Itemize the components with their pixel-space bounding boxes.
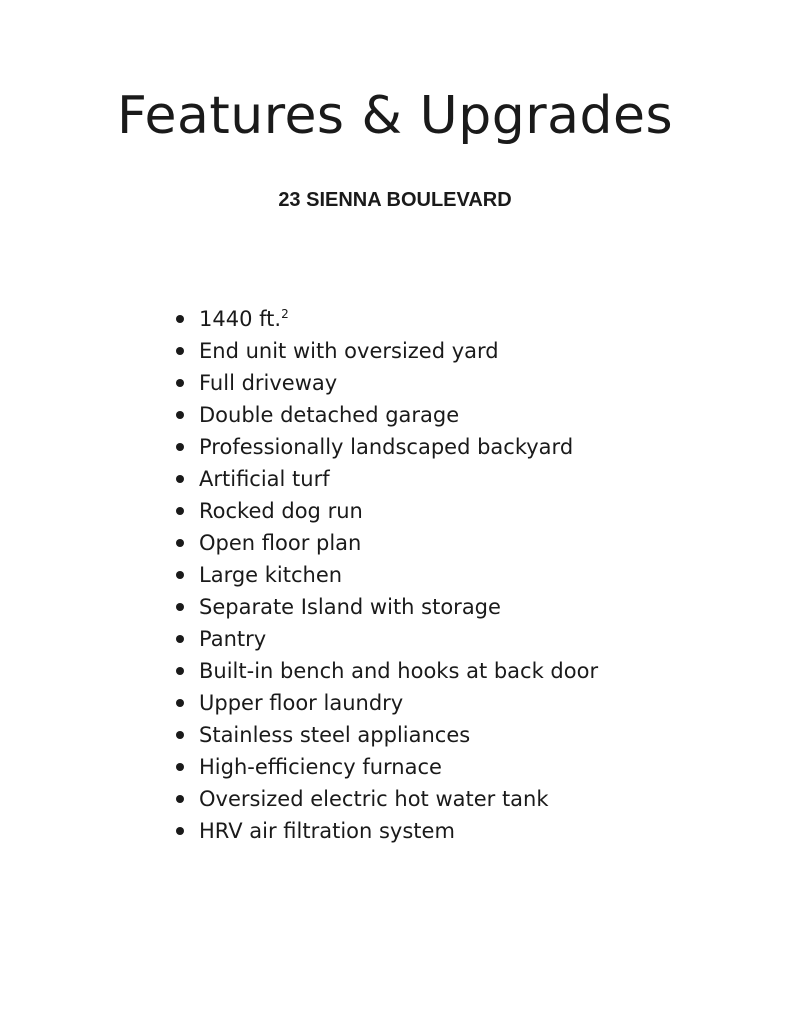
bullet-icon	[176, 795, 184, 803]
bullet-icon	[176, 347, 184, 355]
feature-item	[174, 431, 598, 463]
feature-text: Stainless steel appliances	[199, 723, 471, 747]
feature-item	[174, 303, 598, 335]
bullet-icon	[176, 763, 184, 771]
property-address: 23 SIENNA BOULEVARD	[278, 189, 512, 211]
feature-item	[174, 559, 598, 591]
feature-item	[174, 399, 598, 431]
feature-item	[174, 815, 598, 847]
feature-text: Large kitchen	[199, 563, 343, 587]
feature-item	[174, 495, 598, 527]
feature-text: Rocked dog run	[199, 499, 363, 523]
feature-item	[174, 527, 598, 559]
feature-item	[174, 751, 598, 783]
feature-item	[174, 719, 598, 751]
feature-text: Open floor plan	[199, 531, 362, 555]
feature-text: End unit with oversized yard	[199, 339, 499, 363]
feature-text: Separate Island with storage	[199, 595, 501, 619]
feature-item	[174, 655, 598, 687]
bullet-icon	[176, 571, 184, 579]
bullet-icon	[176, 411, 184, 419]
bullet-icon	[176, 379, 184, 387]
feature-text: Upper floor laundry	[199, 691, 404, 715]
feature-item	[174, 335, 598, 367]
bullet-icon	[176, 315, 184, 323]
bullet-icon	[176, 827, 184, 835]
feature-item	[174, 591, 598, 623]
feature-text: Full driveway	[199, 371, 338, 395]
bullet-icon	[176, 603, 184, 611]
features-list	[174, 303, 598, 847]
bullet-icon	[176, 699, 184, 707]
feature-item	[174, 783, 598, 815]
feature-text: Oversized electric hot water tank	[199, 787, 549, 811]
feature-item	[174, 463, 598, 495]
feature-text: Double detached garage	[199, 403, 460, 427]
feature-text: Professionally landscaped backyard	[199, 435, 574, 459]
feature-item	[174, 367, 598, 399]
bullet-icon	[176, 731, 184, 739]
feature-text: Pantry	[199, 627, 267, 651]
bullet-icon	[176, 443, 184, 451]
feature-item	[174, 623, 598, 655]
feature-item	[174, 687, 598, 719]
bullet-icon	[176, 539, 184, 547]
bullet-icon	[176, 475, 184, 483]
feature-text: High-efficiency furnace	[199, 755, 442, 779]
feature-text: HRV air filtration system	[199, 819, 455, 843]
feature-text: Built-in bench and hooks at back door	[199, 659, 599, 683]
feature-superscript: 2	[281, 307, 289, 321]
bullet-icon	[176, 507, 184, 515]
bullet-icon	[176, 635, 184, 643]
feature-text: 1440 ft.	[199, 307, 282, 331]
bullet-icon	[176, 667, 184, 675]
feature-text: Artificial turf	[199, 467, 330, 491]
page-title: Features & Upgrades	[116, 86, 674, 146]
